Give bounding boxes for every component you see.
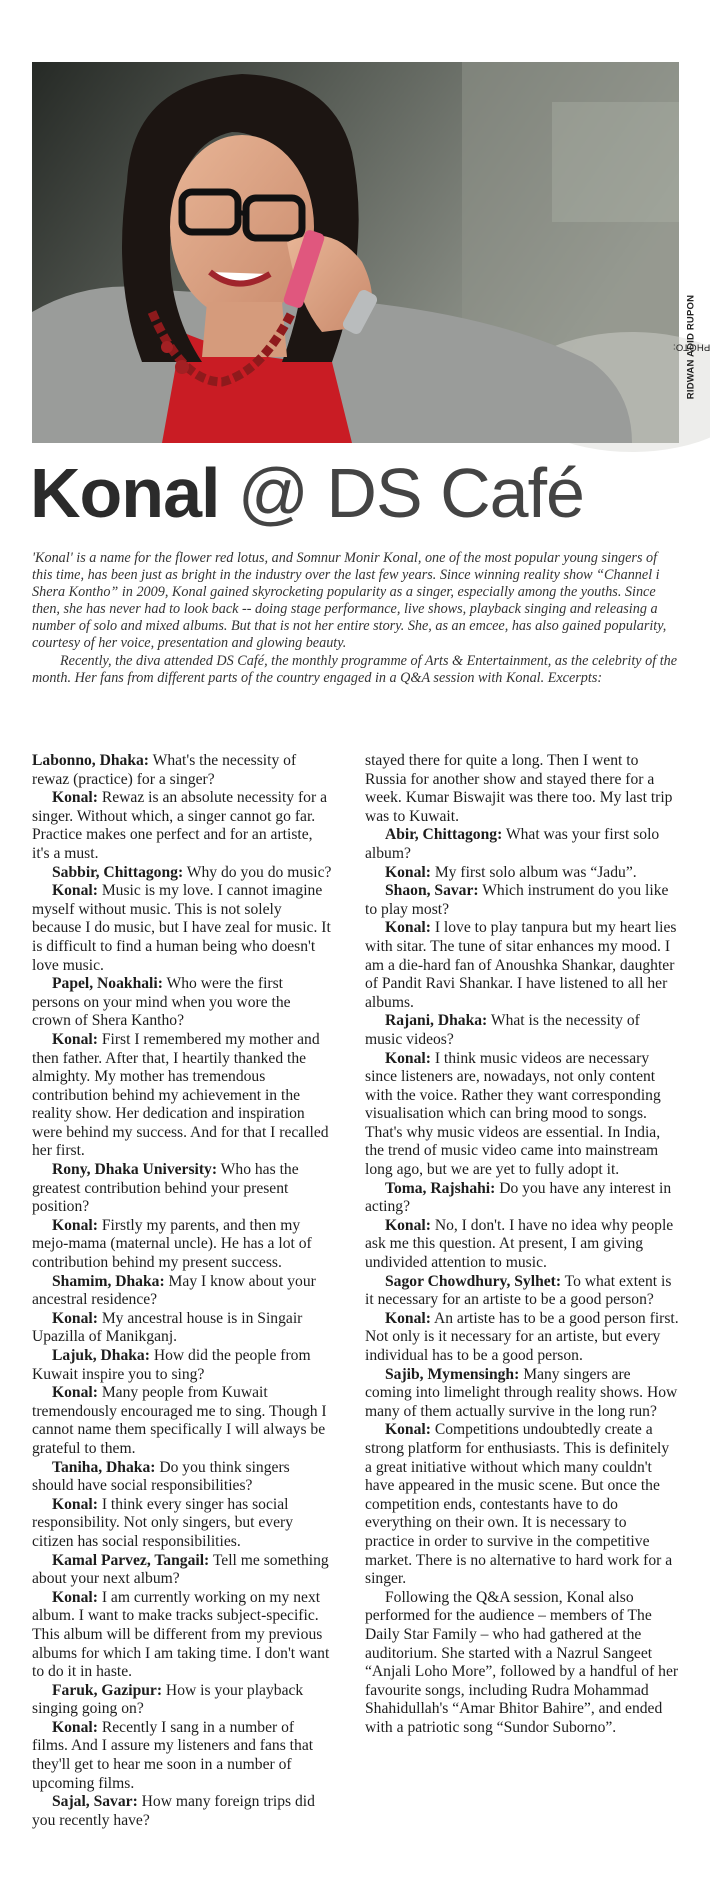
speaker: Kamal Parvez, Tangail: [52, 1551, 210, 1569]
portrait-illustration [32, 62, 679, 443]
intro-paragraph: Recently, the diva attended DS Café, the monthly programme of Arts & Entertainment, as the celebrity of the month. Her fans from different parts of the country engaged in a Q&A session with Konal. Excerpts: [32, 652, 678, 686]
qa-paragraph [365, 1273, 679, 1310]
qa-paragraph [365, 882, 679, 919]
qa-paragraph [365, 1050, 679, 1180]
headline-name: Konal [30, 454, 220, 532]
qa-text: Rewaz is an absolute necessity for a singer. Without which, a singer cannot go far. Practice makes one perfect and for an artiste, it's a must. [32, 789, 327, 862]
speaker: Konal: [52, 1309, 98, 1327]
speaker: Konal: [385, 1421, 431, 1439]
qa-paragraph [365, 1310, 679, 1366]
speaker: Toma, Rajshahi: [385, 1179, 496, 1197]
speaker: Labonno, Dhaka: [32, 752, 149, 769]
speaker: Rony, Dhaka University: [52, 1161, 218, 1179]
intro-paragraph: 'Konal' is a name for the flower red lotus, and Somnur Monir Konal, one of the most popular young singers of this time, has been just as bright in the industry over the last few years. Since winning reality show “Channel i Shera Kontho” in 2009, Konal gained skyrocketing popularity as a singer, especially among the youths. Since then, she has never had to look back -- doing stage performance, live shows, playback singing and releasing a number of solo and mixed albums. But that is not her entire story. She, as an emcee, has also gained popularity, courtesy of her voice, presentation and glowing beauty. [32, 550, 667, 652]
photo-credit [672, 252, 710, 442]
speaker: Konal: [385, 1309, 431, 1327]
qa-paragraph [365, 826, 679, 863]
qa-paragraph [32, 1682, 332, 1719]
qa-text: Many singers are coming into limelight through reality shows. How many of them actually survive in the long run? [365, 1365, 678, 1420]
qa-text: Many people from Kuwait tremendously encouraged me to sing. Though I cannot name them specifically I will always be grateful to them. [32, 1384, 327, 1457]
speaker: Konal: [385, 919, 431, 937]
photo-credit-prefix: PHOTO: [672, 341, 710, 353]
speaker: Sajib, Mymensingh: [385, 1365, 520, 1383]
speaker: Shaon, Savar: [385, 882, 479, 900]
qa-paragraph [32, 1719, 332, 1793]
qa-paragraph [365, 1012, 679, 1049]
speaker: Sabbir, Chittagong: [52, 863, 184, 881]
qa-text: Firstly my parents, and then my mejo-mama (maternal uncle). He has a lot of contribution behind my present success. [32, 1216, 312, 1272]
speaker: Papel, Noakhali: [52, 975, 163, 993]
qa-paragraph [365, 864, 679, 883]
qa-text: Following the Q&A session, Konal also performed for the audience – members of The Daily Star Family – who had gathered at the auditorium. She started with a Nazrul Sangeet “Anjali Loho More”, followed by a handful of her favourite songs, including Rudra Mohammad Shahidullah's “Amar Bhitor Bahire”, and ended with a patriotic song “Sundor Suborno”. [365, 1588, 679, 1736]
speaker: Konal: [52, 1718, 98, 1736]
speaker: Taniha, Dhaka: [52, 1458, 156, 1476]
headline [30, 452, 584, 534]
qa-paragraph [32, 1031, 332, 1161]
qa-text: Tell me something about your next album? [32, 1551, 329, 1588]
portrait-photo [32, 62, 679, 443]
qa-text: How is your playback singing going on? [32, 1681, 304, 1718]
qa-paragraph [365, 919, 679, 1012]
qa-text: My first solo album was “Jadu”. [430, 863, 637, 881]
qa-text: stayed there for quite a long. Then I went to Russia for another show and stayed there for a week. Kumar Biswajit was there too. My last trip was to Kuwait. [365, 752, 673, 825]
qa-paragraph [32, 1273, 332, 1310]
photo-credit-name: RIDWAN ADID RUPON [685, 294, 697, 400]
qa-paragraph [32, 1459, 332, 1496]
speaker: Konal: [52, 1495, 98, 1513]
qa-text: What's the necessity of rewaz (practice) for a singer? [32, 752, 297, 788]
qa-text: To what extent is it necessary for an artiste to be a good person? [365, 1272, 672, 1309]
qa-text: First I remembered my mother and then father. After that, I heartily thanked the almighty. My mother has tremendous contribution behind my achievement in the reality show. Her dedication and inspiration were behind my success. And for that I recalled her first. [32, 1030, 329, 1160]
qa-text: Recently I sang in a number of films. And I assure my listeners and fans that they'll get to hear me soon in a number of upcoming films. [32, 1718, 314, 1792]
qa-text: Do you have any interest in acting? [365, 1179, 672, 1216]
speaker: Konal: [52, 789, 98, 807]
qa-text: Do you think singers should have social responsibilities? [32, 1458, 290, 1495]
qa-text: I think every singer has social responsibility. Not only singers, but every citizen has social responsibilities. [32, 1495, 294, 1550]
qa-text: What was your first solo album? [365, 826, 660, 862]
qa-paragraph [32, 864, 332, 883]
headline-rest: @ DS Café [219, 454, 584, 532]
qa-paragraph [32, 1384, 332, 1458]
speaker: Konal: [52, 1030, 98, 1048]
speaker: Konal: [385, 1216, 431, 1234]
qa-paragraph [32, 1496, 332, 1552]
speaker: Konal: [52, 1216, 98, 1234]
intro-paragraphs [32, 550, 678, 687]
left-column [32, 752, 332, 1882]
qa-text: I think music videos are necessary since listeners are, nowadays, not only content with the voice. Rather they want corresponding visualisation which can bring mood to songs. That's why music videos are essential. In India, the trend of music video came into mainstream long ago, but we are yet to fully adopt it. [365, 1049, 661, 1179]
qa-paragraph [32, 752, 332, 789]
qa-text: I love to play tanpura but my heart lies with sitar. The tune of sitar enhances my mood. I am a die-hard fan of Anoushka Shankar, daughter of Pandit Ravi Shankar. I have listened to all her albums. [365, 919, 677, 1011]
speaker: Rajani, Dhaka: [385, 1012, 488, 1030]
qa-paragraph [32, 1793, 332, 1830]
qa-text: May I know about your ancestral residence? [32, 1272, 316, 1309]
qa-text: An artiste has to be a good person first. Not only is it necessary for an artiste, but every individual has to be a good person. [365, 1309, 679, 1364]
qa-text: Competitions undoubtedly create a strong platform for enthusiasts. This is definitely a great initiative without which many couldn't have appeared in the music scene. But once the competition ends, contestants have to do everything on their own. It is necessary to practice in order to survive in the competitive market. There is no alternative to hard work for a singer. [365, 1421, 673, 1588]
qa-text: Which instrument do you like to play most? [365, 882, 669, 918]
speaker: Konal: [52, 882, 98, 900]
speaker: Konal: [52, 1588, 98, 1606]
qa-paragraph [365, 1180, 679, 1217]
qa-paragraph [32, 975, 332, 1031]
qa-paragraph [32, 882, 332, 975]
speaker: Sajal, Savar: [52, 1793, 138, 1811]
speaker: Shamim, Dhaka: [52, 1272, 165, 1290]
qa-text: Music is my love. I cannot imagine myself without music. This is not solely because I do music, but I have zeal for music. It is difficult to find a human being who doesn't love music. [32, 882, 331, 974]
speaker: Konal: [385, 1049, 431, 1067]
right-column [365, 752, 679, 1892]
speaker: Konal: [385, 863, 431, 881]
qa-paragraph [365, 752, 679, 826]
qa-text: No, I don't. I have no idea why people ask me this question. At present, I am giving undivided attention to music. [365, 1216, 674, 1272]
speaker: Lajuk, Dhaka: [52, 1347, 150, 1364]
qa-paragraph [32, 1161, 332, 1217]
qa-text: Why do you do music? [183, 863, 332, 881]
qa-text: How did the people from Kuwait inspire you to sing? [32, 1347, 311, 1383]
qa-paragraph [365, 1589, 679, 1738]
speaker: Konal: [52, 1384, 98, 1402]
qa-paragraph [32, 1552, 332, 1589]
qa-paragraph [32, 1217, 332, 1273]
qa-text: My ancestral house is in Singair Upazilla of Manikganj. [32, 1309, 303, 1346]
qa-text: What is the necessity of music videos? [365, 1012, 640, 1048]
qa-text: I am currently working on my next album. I want to make tracks subject-specific. This album will be different from my previous albums for which I am taking time. I don't want to do it in haste. [32, 1588, 330, 1681]
qa-paragraph [365, 1421, 679, 1588]
speaker: Abir, Chittagong: [385, 826, 503, 844]
qa-text: Who has the greatest contribution behind your present position? [32, 1161, 299, 1216]
qa-paragraph [32, 1347, 332, 1384]
qa-paragraph [32, 1310, 332, 1347]
qa-text: How many foreign trips did you recently have? [32, 1793, 315, 1829]
qa-paragraph [365, 1366, 679, 1422]
speaker: Sagor Chowdhury, Sylhet: [385, 1272, 562, 1290]
qa-paragraph [32, 789, 332, 863]
speaker: Faruk, Gazipur: [52, 1681, 163, 1699]
qa-paragraph [365, 1217, 679, 1273]
qa-paragraph [32, 1589, 332, 1682]
qa-text: Who were the first persons on your mind when you wore the crown of Shera Kantho? [32, 975, 291, 1030]
